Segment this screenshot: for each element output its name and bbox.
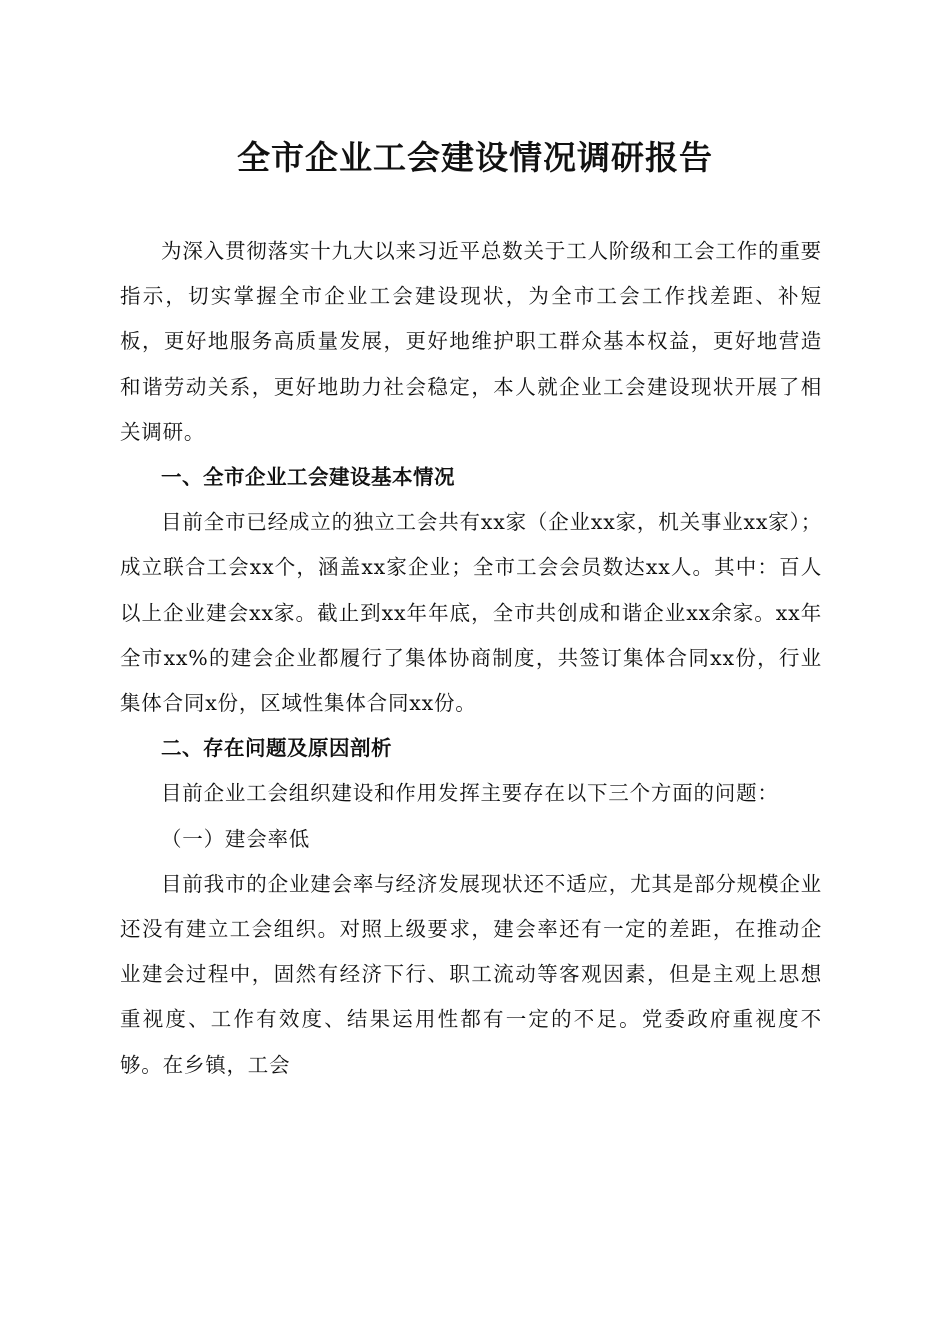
intro-paragraph: 为深入贯彻落实十九大以来习近平总数关于工人阶级和工会工作的重要指示，切实掌握全市企业工会建设现状，为全市工会工作找差距、补短板，更好地服务高质量发展，更好地维护职工群众基本权益，更好地营造和谐劳动关系，更好地助力社会稳定，本人就企业工会建设现状开展了相关调研。	[120, 239, 822, 444]
low-rate-paragraph: 目前我市的企业建会率与经济发展现状还不适应，尤其是部分规模企业还没有建立工会组织。对照上级要求，建会率还有一定的差距，在推动企业建会过程中，固然有经济下行、职工流动等客观因素，但是主观上思想重视度、工作有效度、结果运用性都有一定的不足。党委政府重视度不够。在乡镇，工会	[120, 871, 822, 1077]
document-body	[120, 229, 822, 1088]
problems-intro-paragraph: 目前企业工会组织建设和作用发挥主要存在以下三个方面的问题：	[161, 781, 779, 806]
document-title: 全市企业工会建设情况调研报告	[237, 138, 713, 177]
section-heading-basic-situation: 一、全市企业工会建设基本情况	[161, 465, 455, 490]
basic-situation-paragraph: 目前全市已经成立的独立工会共有xx家（企业xx家，机关事业xx家）；成立联合工会xx个，涵盖xx家企业；全市工会会员数达xx人。其中：百人以上企业建会xx家。截止到xx年年底，全市共创成和谐企业xx余家。xx年全市xx%的建会企业都履行了集体协商制度，共签订集体合同xx份，行业集体合同x份，区域性集体合同xx份。	[120, 510, 822, 716]
subsection-heading-low-rate: （一）建会率低	[161, 826, 311, 851]
section-heading-problems: 二、存在问题及原因剖析	[161, 736, 392, 761]
